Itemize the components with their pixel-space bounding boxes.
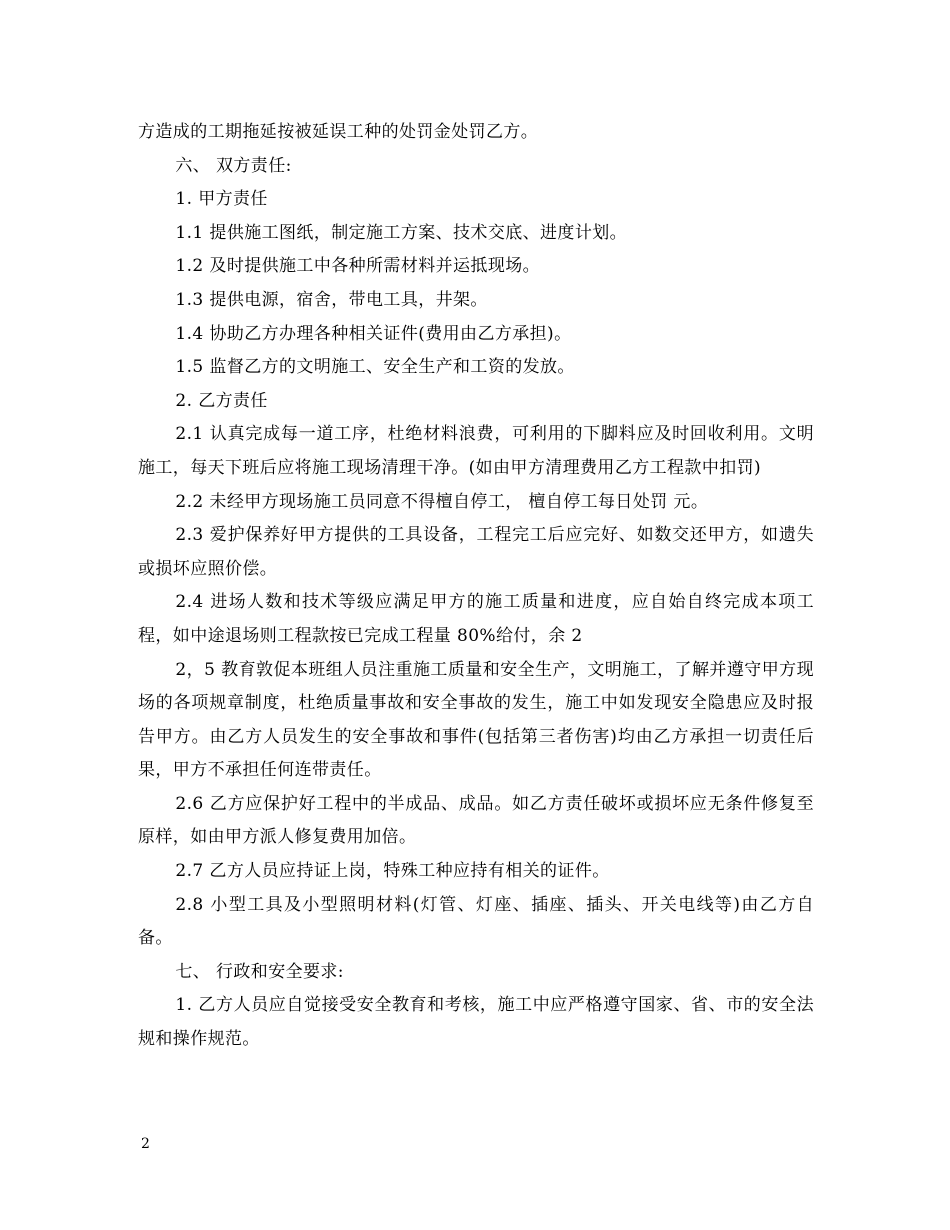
- clause: 2.8 小型工具及小型照明材料(灯管、灯座、插座、插头、开关电线等)由乙方自备。: [138, 894, 814, 949]
- body-text: [138, 116, 814, 1057]
- clause: 1.5 监督乙方的文明施工、安全生产和工资的发放。: [175, 357, 575, 378]
- clause: 1. 乙方人员应自觉接受安全教育和考核，施工中应严格遵守国家、省、市的安全法规和操作规范。: [138, 995, 814, 1050]
- clause: 2.2 未经甲方现场施工员同意不得檀自停工， 檀自停工每日处罚 元。: [175, 491, 709, 512]
- page-number: 2: [141, 1136, 150, 1152]
- clause: 2，5 教育敦促本班组人员注重施工质量和安全生产，文明施工，了解并遵守甲方现场的各项规章制度，杜绝质量事故和安全事故的发生，施工中如发现安全隐患应及时报告甲方。由乙方人员发生的安全事故和事件(包括第三者伤害)均由乙方承担一切责任后果，甲方不承担任何连带责任。: [138, 659, 814, 781]
- clause: 1.3 提供电源，宿舍，带电工具，井架。: [175, 289, 488, 310]
- paragraph: 方造成的工期拖延按被延误工种的处罚金处罚乙方。: [138, 122, 539, 142]
- clause: 1.4 协助乙方办理各种相关证件(费用由乙方承担)。: [175, 323, 572, 344]
- clause: 1.1 提供施工图纸，制定施工方案、技术交底、进度计划。: [175, 222, 628, 243]
- clause: 2.3 爱护保养好甲方提供的工具设备，工程完工后应完好、如数交还甲方，如遗失或损坏应照价偿。: [138, 525, 814, 579]
- clause: 2.7 乙方人员应持证上岗，特殊工种应持有相关的证件。: [175, 861, 610, 882]
- clause: 1.2 及时提供施工中各种所需材料并运抵现场。: [175, 256, 541, 277]
- subsection-heading-party-b: 2. 乙方责任: [175, 390, 268, 411]
- section-heading-admin-safety: 七、 行政和安全要求:: [175, 961, 344, 982]
- clause: 2.4 进场人数和技术等级应满足甲方的施工质量和进度，应自始自终完成本项工程，如中途退场则工程款按已完成工程量 80%给付，余 2: [138, 592, 814, 646]
- subsection-heading-party-a: 1. 甲方责任: [175, 189, 268, 210]
- section-heading-mutual-responsibilities: 六、 双方责任:: [175, 155, 292, 176]
- clause: 2.6 乙方应保护好工程中的半成品、成品。如乙方责任破坏或损坏应无条件修复至原样，如由甲方派人修复费用加倍。: [138, 793, 814, 848]
- clause: 2.1 认真完成每一道工序，杜绝材料浪费，可利用的下脚料应及时回收利用。文明施工，每天下班后应将施工现场清理干净。(如由甲方清理费用乙方工程款中扣罚): [138, 424, 814, 478]
